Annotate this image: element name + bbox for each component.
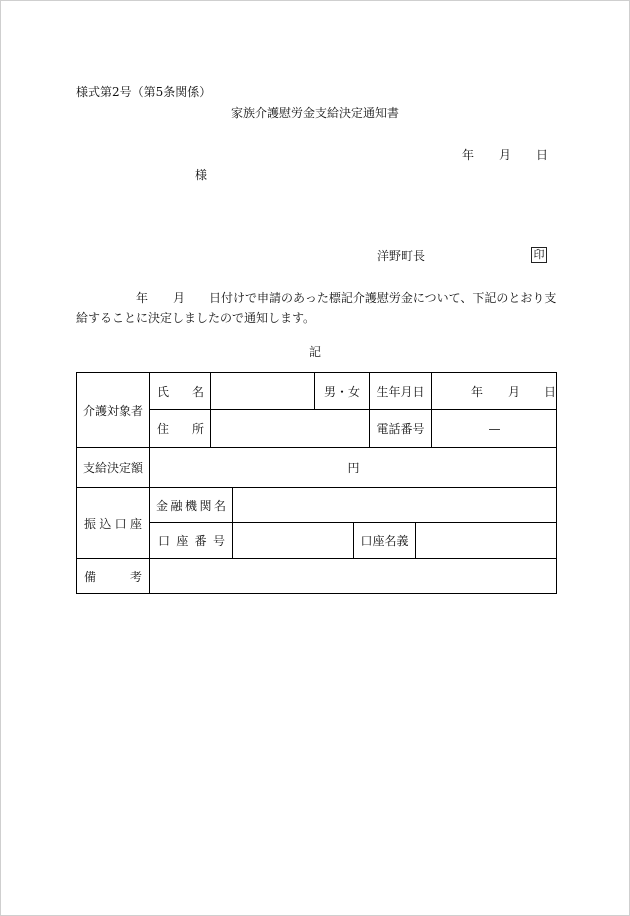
date-year: 年 xyxy=(462,148,475,162)
address-field[interactable] xyxy=(211,410,369,447)
name-label: 氏 名 xyxy=(157,384,204,399)
birth-day: 日 xyxy=(544,384,557,399)
birthdate-label: 生年月日 xyxy=(376,384,425,399)
account-number-field[interactable] xyxy=(233,523,353,558)
body-year: 年 xyxy=(136,291,149,305)
body-text: 日付けで申請のあった標記介護慰労金について、下記のとおり支 xyxy=(209,291,557,305)
account-holder-field[interactable] xyxy=(416,523,557,558)
recipient-honorific: 様 xyxy=(195,168,208,182)
birth-year: 年 xyxy=(471,384,484,399)
phone-field[interactable] xyxy=(432,410,557,447)
sex-selector[interactable]: 男・女 xyxy=(323,384,360,399)
amount-unit: 円 xyxy=(347,461,360,475)
amount-label: 支給決定額 xyxy=(82,461,143,475)
body-text-line-2: 給することに決定しましたので通知します。 xyxy=(76,311,316,325)
document-title: 家族介護慰労金支給決定通知書 xyxy=(230,106,399,120)
birthdate-field[interactable] xyxy=(432,373,557,409)
bank-name-field[interactable] xyxy=(233,488,557,522)
details-table xyxy=(76,372,557,594)
account-number-label: 口 座 番 号 xyxy=(158,534,225,548)
address-label: 住 所 xyxy=(157,422,204,436)
phone-label: 電話番号 xyxy=(376,422,425,436)
remarks-label: 備 考 xyxy=(84,570,142,584)
seal-mark: 印 xyxy=(531,247,547,263)
phone-dash: — xyxy=(488,421,501,436)
transfer-account-label: 振 込 口 座 xyxy=(84,516,142,531)
amount-field[interactable] xyxy=(150,448,557,487)
date-month: 月 xyxy=(499,148,512,162)
care-subject-label: 介護対象者 xyxy=(82,403,143,418)
bank-name-label: 金 融 機 関 名 xyxy=(156,498,226,513)
birth-month: 月 xyxy=(508,384,521,399)
notice-date xyxy=(462,148,548,162)
body-month: 月 xyxy=(173,291,186,305)
form-number: 様式第2号（第5条関係） xyxy=(76,85,212,99)
issuer-name: 洋野町長 xyxy=(377,249,426,263)
body-text-line-1 xyxy=(76,291,556,305)
name-field[interactable] xyxy=(211,373,314,409)
remarks-field[interactable] xyxy=(150,559,557,594)
ki-heading: 記 xyxy=(308,345,321,359)
account-holder-label: 口座名義 xyxy=(360,534,409,548)
date-day: 日 xyxy=(536,148,549,162)
